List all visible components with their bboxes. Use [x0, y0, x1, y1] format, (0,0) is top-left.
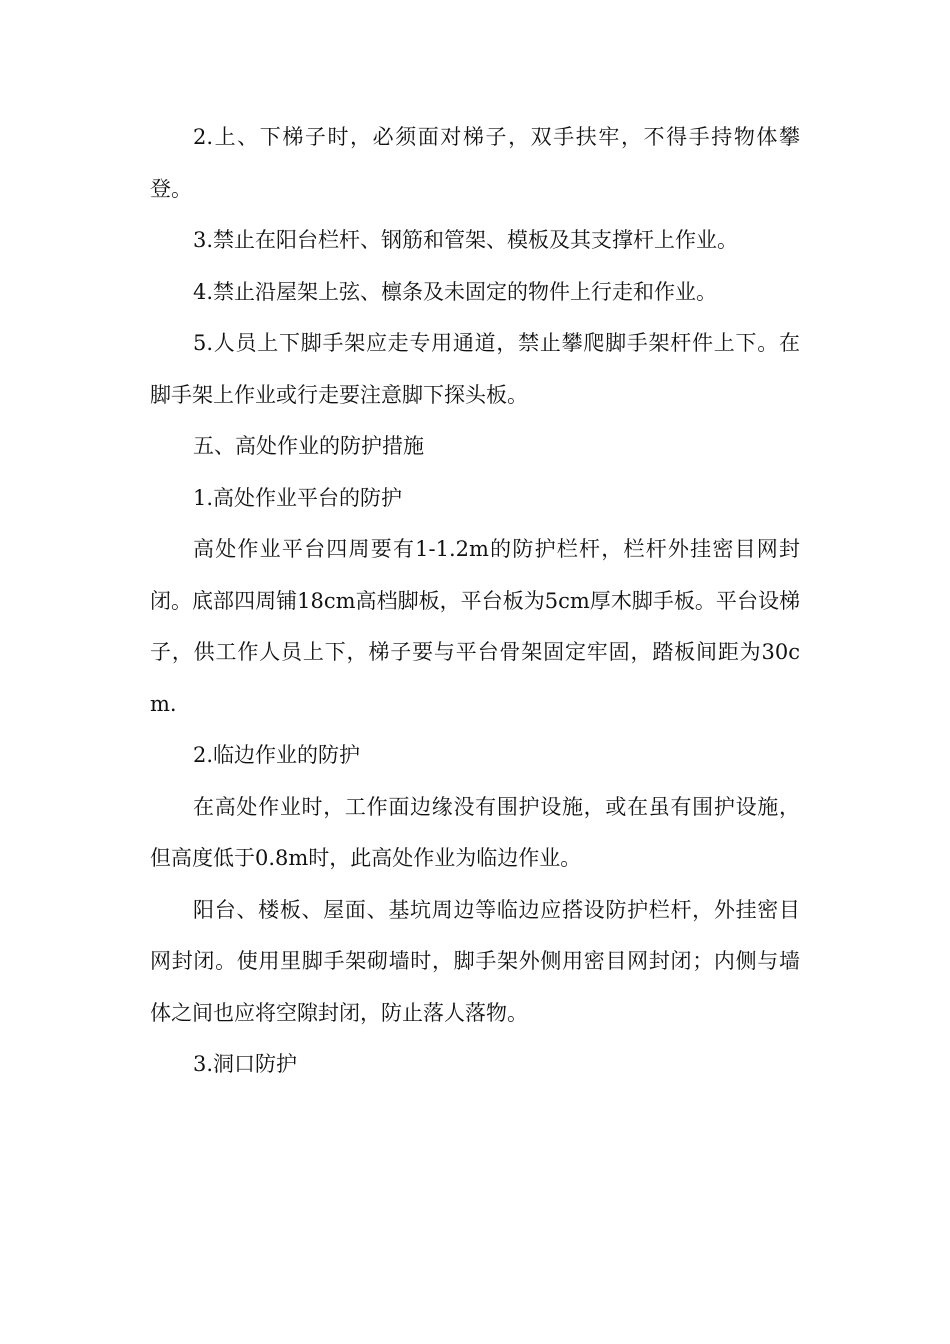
paragraph-platform-protection: 高处作业平台四周要有1-1.2m的防护栏杆，栏杆外挂密目网封闭。底部四周铺18cm高档脚板，平台板为5cm厚木脚手板。平台设梯子，供工作人员上下，梯子要与平台骨架固定牢固，踏板间距为30cm.	[150, 537, 800, 716]
paragraph-scaffold-rule: 5.人员上下脚手架应走专用通道，禁止攀爬脚手架杆件上下。在脚手架上作业或行走要注意脚下探头板。	[150, 331, 800, 407]
document-body	[150, 112, 800, 1091]
paragraph-edge-definition: 在高处作业时，工作面边缘没有围护设施，或在虽有围护设施，但高度低于0.8m时，此高处作业为临边作业。	[150, 794, 800, 870]
subheading-edge-protection: 2.临边作业的防护	[193, 743, 361, 767]
subheading-platform-protection: 1.高处作业平台的防护	[193, 485, 403, 510]
paragraph-ladder-rule: 2.上、下梯子时，必须面对梯子，双手扶牢，不得手持物体攀登。	[150, 125, 800, 201]
subheading-opening-protection: 3.洞口防护	[193, 1052, 298, 1076]
paragraph-roof-truss-rule: 4.禁止沿屋架上弦、檩条及未固定的物件上行走和作业。	[193, 279, 718, 304]
paragraph-edge-measures: 阳台、楼板、屋面、基坑周边等临边应搭设防护栏杆，外挂密目网封闭。使用里脚手架砌墙时，脚手架外侧用密目网封闭；内侧与墙体之间也应将空隙封闭，防止落人落物。	[150, 897, 800, 1025]
paragraph-balcony-rule: 3.禁止在阳台栏杆、钢筋和管架、模板及其支撑杆上作业。	[193, 228, 739, 252]
section-heading-protection-measures: 五、高处作业的防护措施	[193, 434, 424, 458]
